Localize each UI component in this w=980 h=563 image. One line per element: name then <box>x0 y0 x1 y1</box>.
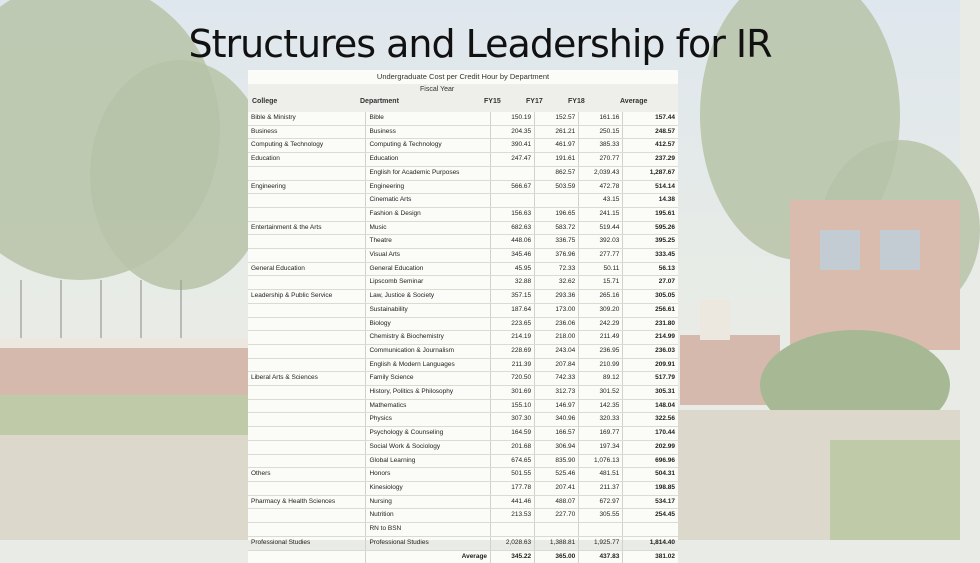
college-cell: Liberal Arts & Sciences <box>248 372 366 386</box>
department-cell: Physics <box>366 413 491 427</box>
table-row <box>248 331 678 345</box>
college-cell: Engineering <box>248 180 366 194</box>
average-cell: 256.61 <box>623 303 678 317</box>
average-cell: 305.31 <box>623 386 678 400</box>
fy18-cell: 211.49 <box>579 331 623 345</box>
fy17-cell: 261.21 <box>535 125 579 139</box>
fy15-cell: 345.46 <box>491 249 535 263</box>
fy18-cell: 250.15 <box>579 125 623 139</box>
college-cell <box>248 440 366 454</box>
table-row <box>248 262 678 276</box>
college-cell <box>248 317 366 331</box>
fy15-cell: 201.68 <box>491 440 535 454</box>
college-cell: Computing & Technology <box>248 139 366 153</box>
fy15-cell: 390.41 <box>491 139 535 153</box>
average-cell: 237.29 <box>623 153 678 167</box>
fy15-cell: 177.78 <box>491 481 535 495</box>
table-row <box>248 235 678 249</box>
total-fy15: 345.22 <box>491 550 535 563</box>
fy15-cell: 2,028.63 <box>491 536 535 550</box>
cost-table <box>248 112 678 563</box>
fy15-cell: 155.10 <box>491 399 535 413</box>
fy15-cell: 448.06 <box>491 235 535 249</box>
table-row <box>248 523 678 537</box>
fy15-cell <box>491 166 535 180</box>
table-row <box>248 372 678 386</box>
average-cell: 595.26 <box>623 221 678 235</box>
fy18-cell: 242.29 <box>579 317 623 331</box>
average-cell: 322.56 <box>623 413 678 427</box>
average-cell: 514.14 <box>623 180 678 194</box>
fy15-cell: 228.69 <box>491 344 535 358</box>
average-total-row <box>248 550 678 563</box>
department-cell: Engineering <box>366 180 491 194</box>
fy15-cell: 214.19 <box>491 331 535 345</box>
fy15-cell: 45.95 <box>491 262 535 276</box>
total-average: 381.02 <box>623 550 678 563</box>
average-cell: 395.25 <box>623 235 678 249</box>
average-cell: 305.05 <box>623 290 678 304</box>
fy15-cell <box>491 194 535 208</box>
fy17-cell: 236.06 <box>535 317 579 331</box>
fy17-cell: 166.57 <box>535 427 579 441</box>
table-row <box>248 495 678 509</box>
header-fy18: FY18 <box>568 98 585 105</box>
department-cell: Education <box>366 153 491 167</box>
average-cell: 1,814.40 <box>623 536 678 550</box>
college-cell <box>248 344 366 358</box>
department-cell: Honors <box>366 468 491 482</box>
college-cell <box>248 413 366 427</box>
table-row <box>248 276 678 290</box>
fy18-cell: 161.16 <box>579 112 623 125</box>
fy15-cell: 187.64 <box>491 303 535 317</box>
fy18-cell: 211.37 <box>579 481 623 495</box>
table-row <box>248 536 678 550</box>
average-cell: 202.99 <box>623 440 678 454</box>
fy18-cell: 309.20 <box>579 303 623 317</box>
fy17-cell: 293.36 <box>535 290 579 304</box>
fy15-cell: 156.63 <box>491 207 535 221</box>
department-cell: Nutrition <box>366 509 491 523</box>
fy17-cell: 461.97 <box>535 139 579 153</box>
average-cell: 56.13 <box>623 262 678 276</box>
fy18-cell: 672.97 <box>579 495 623 509</box>
college-cell <box>248 194 366 208</box>
average-cell: 231.80 <box>623 317 678 331</box>
department-cell: Business <box>366 125 491 139</box>
fy17-cell: 32.62 <box>535 276 579 290</box>
header-college: College <box>252 98 278 105</box>
fy18-cell: 210.99 <box>579 358 623 372</box>
college-cell <box>248 331 366 345</box>
department-cell: Nursing <box>366 495 491 509</box>
fy18-cell: 519.44 <box>579 221 623 235</box>
department-cell: Bible <box>366 112 491 125</box>
fy17-cell: 312.73 <box>535 386 579 400</box>
department-cell: Law, Justice & Society <box>366 290 491 304</box>
fy17-cell: 227.70 <box>535 509 579 523</box>
college-cell: Education <box>248 153 366 167</box>
department-cell: Chemistry & Biochemistry <box>366 331 491 345</box>
fy15-cell: 441.46 <box>491 495 535 509</box>
department-cell: Visual Arts <box>366 249 491 263</box>
total-fy17: 365.00 <box>535 550 579 563</box>
fy18-cell: 2,039.43 <box>579 166 623 180</box>
fy18-cell: 277.77 <box>579 249 623 263</box>
fy18-cell: 301.52 <box>579 386 623 400</box>
college-cell: Pharmacy & Health Sciences <box>248 495 366 509</box>
table-row <box>248 468 678 482</box>
college-cell <box>248 249 366 263</box>
fy18-cell: 1,076.13 <box>579 454 623 468</box>
fy18-cell: 1,925.77 <box>579 536 623 550</box>
fy18-cell: 392.03 <box>579 235 623 249</box>
header-fy15: FY15 <box>484 98 501 105</box>
header-fy17: FY17 <box>526 98 543 105</box>
fy18-cell <box>579 523 623 537</box>
average-cell: 696.96 <box>623 454 678 468</box>
college-cell <box>248 386 366 400</box>
college-cell: Entertainment & the Arts <box>248 221 366 235</box>
average-cell: 195.61 <box>623 207 678 221</box>
average-cell: 504.31 <box>623 468 678 482</box>
fy15-cell: 307.30 <box>491 413 535 427</box>
college-cell: Bible & Ministry <box>248 112 366 125</box>
average-cell: 248.57 <box>623 125 678 139</box>
table-title: Undergraduate Cost per Credit Hour by Department <box>376 72 550 81</box>
college-cell: General Education <box>248 262 366 276</box>
college-cell <box>248 166 366 180</box>
blank-cell <box>248 550 366 563</box>
college-cell <box>248 454 366 468</box>
fy17-cell: 207.84 <box>535 358 579 372</box>
average-cell: 209.91 <box>623 358 678 372</box>
table-row <box>248 153 678 167</box>
fy17-cell: 503.59 <box>535 180 579 194</box>
fy18-cell: 472.78 <box>579 180 623 194</box>
fy18-cell: 236.95 <box>579 344 623 358</box>
table-header-band <box>248 84 678 112</box>
cost-table-screenshot <box>248 70 678 560</box>
table-row <box>248 125 678 139</box>
college-cell <box>248 358 366 372</box>
table-row <box>248 249 678 263</box>
department-cell: Fashion & Design <box>366 207 491 221</box>
average-cell: 148.04 <box>623 399 678 413</box>
fy17-cell <box>535 194 579 208</box>
average-cell: 236.03 <box>623 344 678 358</box>
department-cell: Global Learning <box>366 454 491 468</box>
department-cell: General Education <box>366 262 491 276</box>
fy17-cell: 207.41 <box>535 481 579 495</box>
fy18-cell: 50.11 <box>579 262 623 276</box>
fy17-cell: 1,388.81 <box>535 536 579 550</box>
table-row <box>248 509 678 523</box>
fy15-cell: 204.35 <box>491 125 535 139</box>
table-row <box>248 427 678 441</box>
college-cell <box>248 481 366 495</box>
department-cell: Psychology & Counseling <box>366 427 491 441</box>
table-row <box>248 454 678 468</box>
fy17-cell: 340.96 <box>535 413 579 427</box>
average-cell: 517.79 <box>623 372 678 386</box>
department-cell: Professional Studies <box>366 536 491 550</box>
fy17-cell: 336.75 <box>535 235 579 249</box>
fy17-cell: 152.57 <box>535 112 579 125</box>
table-row <box>248 303 678 317</box>
average-cell: 534.17 <box>623 495 678 509</box>
fy18-cell: 265.16 <box>579 290 623 304</box>
average-cell: 27.07 <box>623 276 678 290</box>
fy15-cell: 247.47 <box>491 153 535 167</box>
college-cell: Business <box>248 125 366 139</box>
fy18-cell: 89.12 <box>579 372 623 386</box>
fy17-cell: 742.33 <box>535 372 579 386</box>
college-cell <box>248 235 366 249</box>
slide-title: Structures and Leadership for IR <box>188 22 772 66</box>
fy18-cell: 142.35 <box>579 399 623 413</box>
department-cell: Communication & Journalism <box>366 344 491 358</box>
fy18-cell: 241.15 <box>579 207 623 221</box>
total-fy18: 437.83 <box>579 550 623 563</box>
fy18-cell: 270.77 <box>579 153 623 167</box>
average-cell: 1,287.67 <box>623 166 678 180</box>
table-row <box>248 413 678 427</box>
fy18-cell: 305.55 <box>579 509 623 523</box>
fy17-cell: 218.00 <box>535 331 579 345</box>
college-cell <box>248 427 366 441</box>
department-cell: Lipscomb Seminar <box>366 276 491 290</box>
college-cell: Professional Studies <box>248 536 366 550</box>
fy17-cell: 862.57 <box>535 166 579 180</box>
table-row <box>248 194 678 208</box>
fy17-cell <box>535 523 579 537</box>
fy15-cell: 301.69 <box>491 386 535 400</box>
fy15-cell: 566.67 <box>491 180 535 194</box>
table-row <box>248 180 678 194</box>
table-row <box>248 317 678 331</box>
fy17-cell: 243.04 <box>535 344 579 358</box>
college-cell: Leadership & Public Service <box>248 290 366 304</box>
college-cell: Others <box>248 468 366 482</box>
college-cell <box>248 303 366 317</box>
fy18-cell: 481.51 <box>579 468 623 482</box>
department-cell: Computing & Technology <box>366 139 491 153</box>
department-cell: RN to BSN <box>366 523 491 537</box>
fy17-cell: 173.00 <box>535 303 579 317</box>
fy17-cell: 146.97 <box>535 399 579 413</box>
department-cell: Kinesiology <box>366 481 491 495</box>
average-cell: 214.99 <box>623 331 678 345</box>
fy15-cell: 213.53 <box>491 509 535 523</box>
average-cell: 412.57 <box>623 139 678 153</box>
average-cell <box>623 523 678 537</box>
department-cell: Social Work & Sociology <box>366 440 491 454</box>
fy15-cell: 357.15 <box>491 290 535 304</box>
department-cell: Family Science <box>366 372 491 386</box>
college-cell <box>248 509 366 523</box>
fy18-cell: 43.15 <box>579 194 623 208</box>
college-cell <box>248 207 366 221</box>
table-row <box>248 344 678 358</box>
average-cell: 157.44 <box>623 112 678 125</box>
college-cell <box>248 276 366 290</box>
department-cell: Music <box>366 221 491 235</box>
fy18-cell: 197.34 <box>579 440 623 454</box>
fy17-cell: 525.46 <box>535 468 579 482</box>
fy18-cell: 385.33 <box>579 139 623 153</box>
fy18-cell: 169.77 <box>579 427 623 441</box>
fy15-cell: 682.63 <box>491 221 535 235</box>
fy15-cell: 720.50 <box>491 372 535 386</box>
fy15-cell: 211.39 <box>491 358 535 372</box>
department-cell: Mathematics <box>366 399 491 413</box>
department-cell: English for Academic Purposes <box>366 166 491 180</box>
fy17-cell: 376.96 <box>535 249 579 263</box>
table-row <box>248 399 678 413</box>
fy17-cell: 196.65 <box>535 207 579 221</box>
fy15-cell: 150.19 <box>491 112 535 125</box>
fy17-cell: 835.90 <box>535 454 579 468</box>
table-row <box>248 358 678 372</box>
fy15-cell: 32.88 <box>491 276 535 290</box>
fy18-cell: 15.71 <box>579 276 623 290</box>
average-cell: 170.44 <box>623 427 678 441</box>
header-average: Average <box>620 98 648 105</box>
table-row <box>248 440 678 454</box>
fy18-cell: 320.33 <box>579 413 623 427</box>
fy15-cell: 674.65 <box>491 454 535 468</box>
fy15-cell: 164.59 <box>491 427 535 441</box>
fy15-cell: 501.55 <box>491 468 535 482</box>
average-cell: 198.85 <box>623 481 678 495</box>
department-cell: History, Politics & Philosophy <box>366 386 491 400</box>
table-row <box>248 221 678 235</box>
table-row <box>248 386 678 400</box>
table-row <box>248 290 678 304</box>
average-cell: 254.45 <box>623 509 678 523</box>
department-cell: Sustainability <box>366 303 491 317</box>
fy15-cell: 223.65 <box>491 317 535 331</box>
average-cell: 333.45 <box>623 249 678 263</box>
fy17-cell: 72.33 <box>535 262 579 276</box>
fy17-cell: 583.72 <box>535 221 579 235</box>
table-row <box>248 139 678 153</box>
fy17-cell: 306.94 <box>535 440 579 454</box>
fiscal-year-label: Fiscal Year <box>420 86 455 93</box>
table-row <box>248 481 678 495</box>
fy17-cell: 488.07 <box>535 495 579 509</box>
department-cell: English & Modern Languages <box>366 358 491 372</box>
header-department: Department <box>360 98 399 105</box>
department-cell: Cinematic Arts <box>366 194 491 208</box>
table-row <box>248 112 678 125</box>
department-cell: Biology <box>366 317 491 331</box>
average-cell: 14.38 <box>623 194 678 208</box>
fy15-cell <box>491 523 535 537</box>
table-row <box>248 166 678 180</box>
college-cell <box>248 399 366 413</box>
department-cell: Theatre <box>366 235 491 249</box>
table-row <box>248 207 678 221</box>
total-label: Average <box>366 550 491 563</box>
college-cell <box>248 523 366 537</box>
fy17-cell: 191.61 <box>535 153 579 167</box>
